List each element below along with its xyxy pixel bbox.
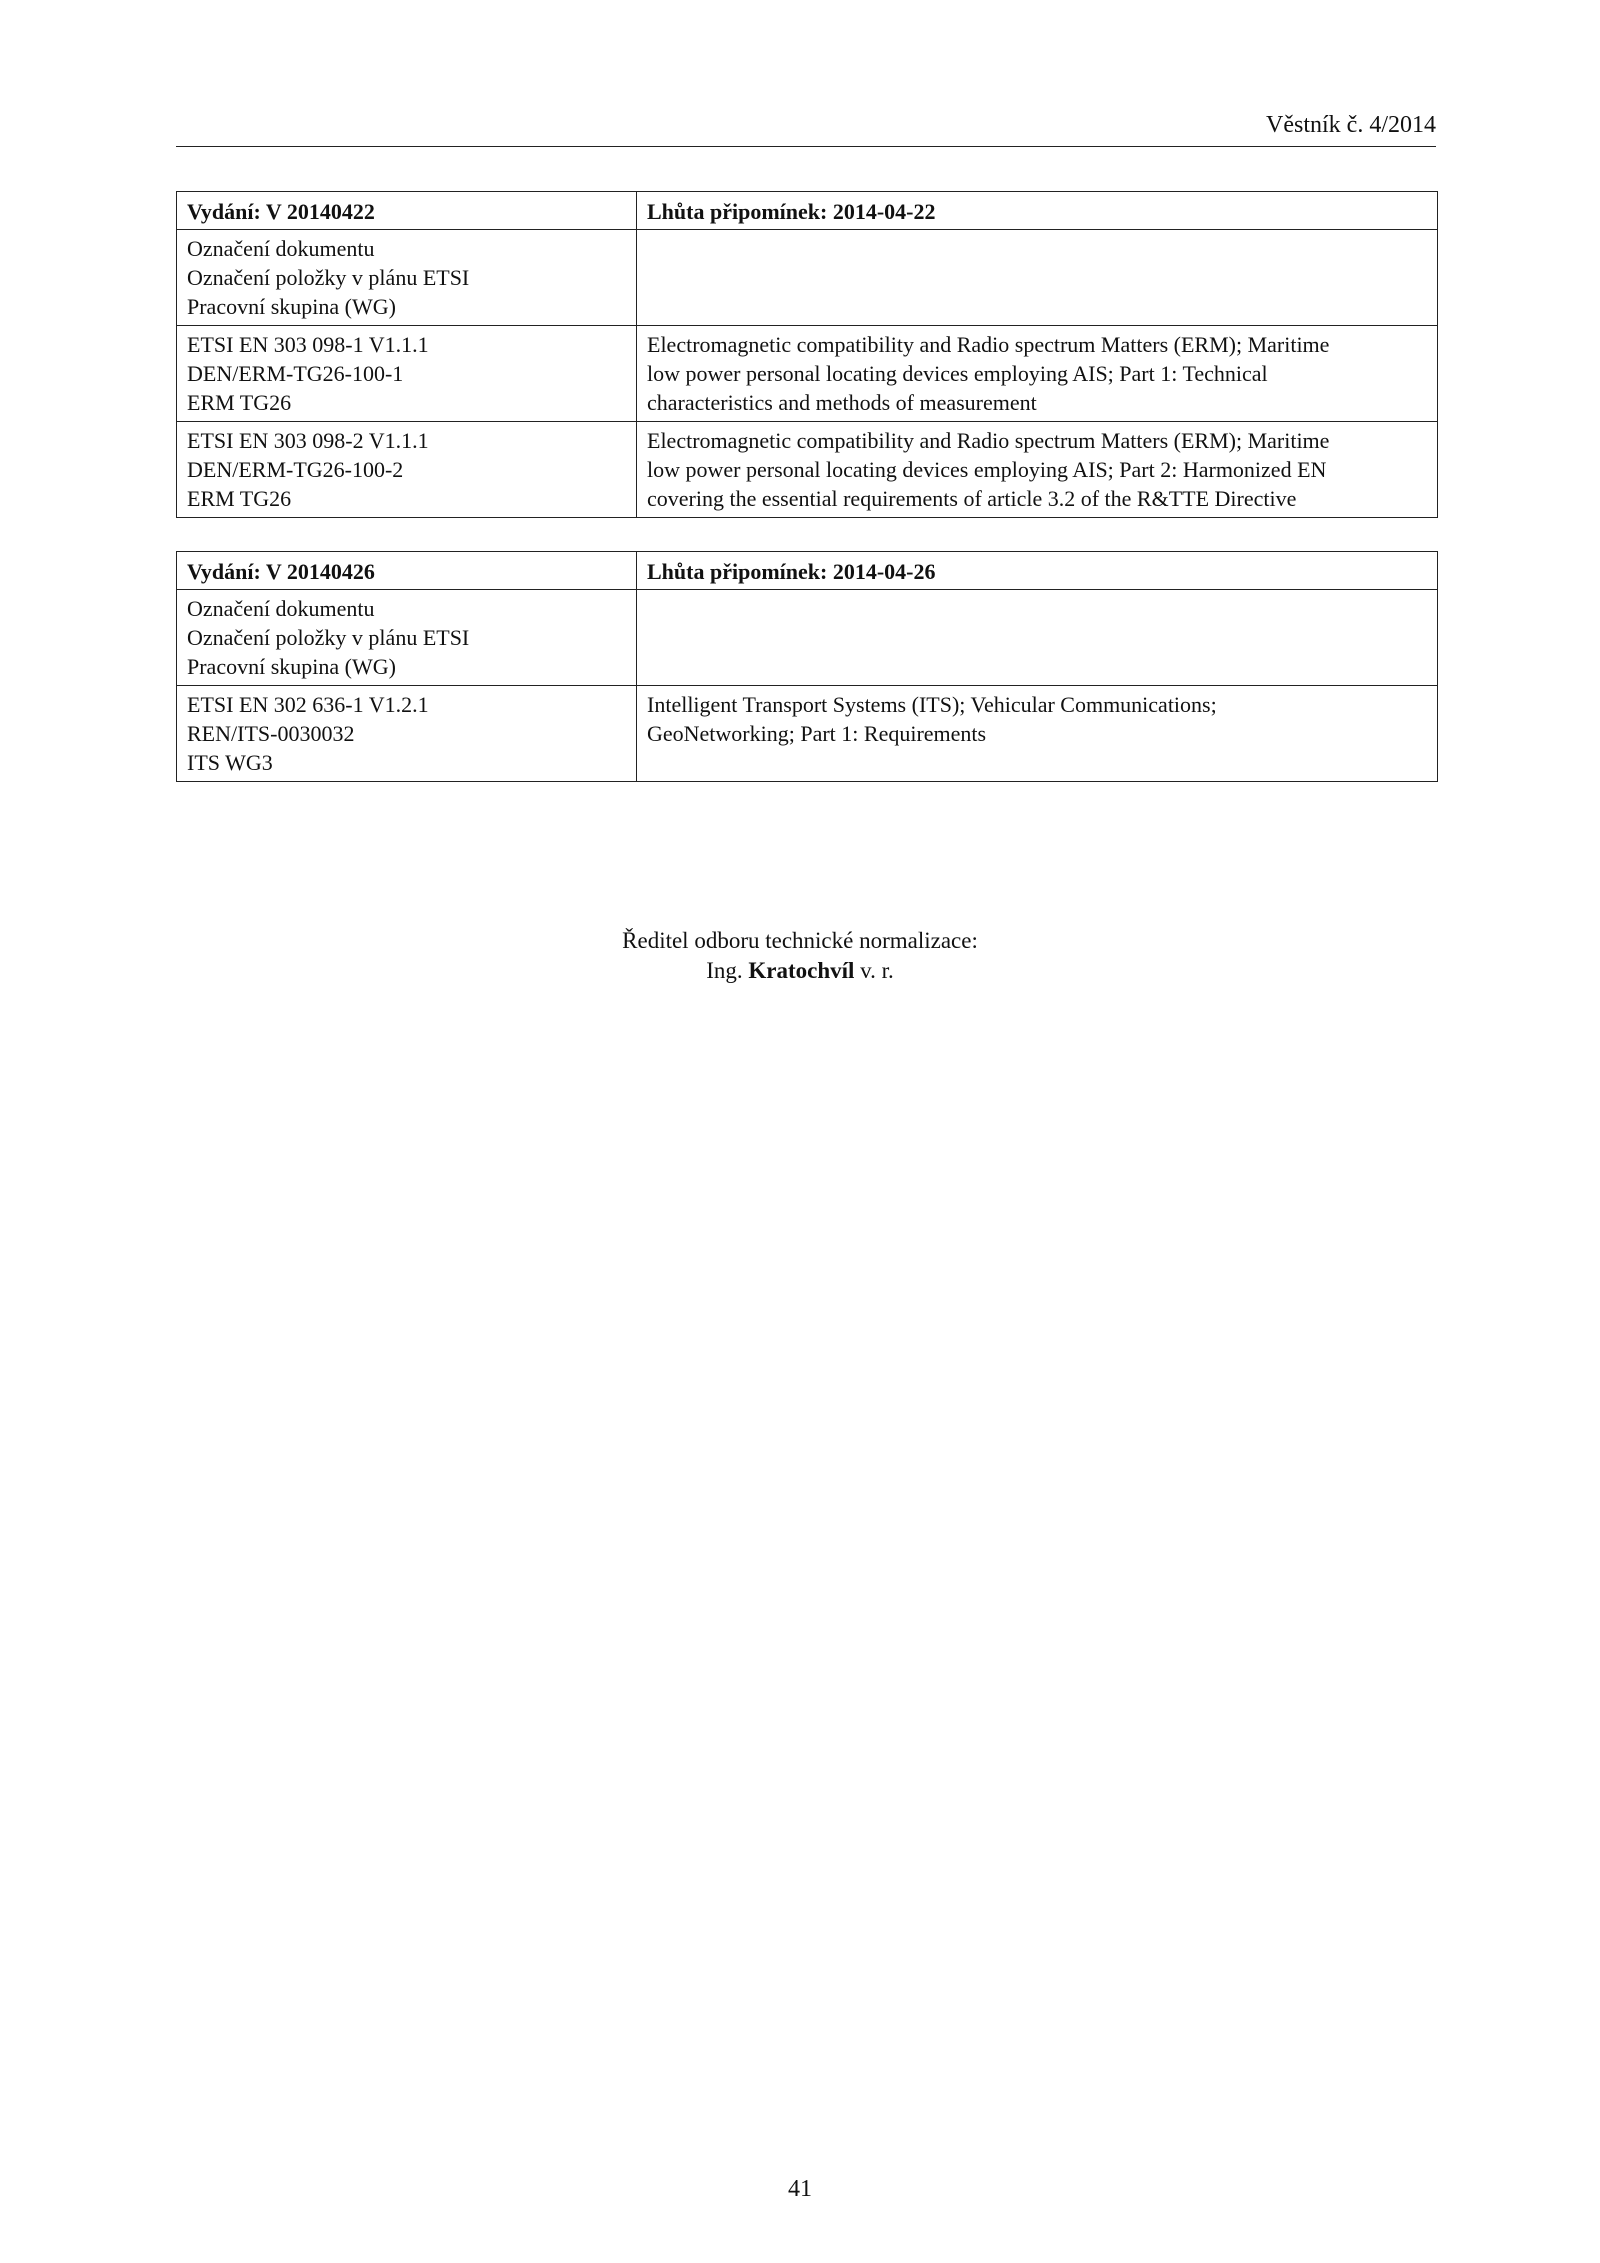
title-line: GeoNetworking; Part 1: Requirements bbox=[647, 721, 987, 746]
table-row bbox=[177, 686, 1438, 782]
label-line: Označení položky v plánu ETSI bbox=[187, 265, 470, 290]
registration-table-1 bbox=[176, 191, 1438, 518]
table-row bbox=[177, 326, 1438, 422]
working-group: ITS WG3 bbox=[187, 750, 273, 775]
title-line: covering the essential requirements of article 3.2 of the R&TTE Directive bbox=[647, 486, 1297, 511]
label-line: Označení položky v plánu ETSI bbox=[187, 625, 470, 650]
document-number: ETSI EN 303 098-1 V1.1.1 bbox=[187, 332, 429, 357]
label-cell bbox=[177, 590, 637, 686]
label-line: Označení dokumentu bbox=[187, 236, 375, 261]
registration-table-2 bbox=[176, 551, 1438, 782]
journal-issue-label: Věstník č. 4/2014 bbox=[1266, 112, 1436, 138]
document-number: ETSI EN 303 098-2 V1.1.1 bbox=[187, 428, 429, 453]
label-line: Pracovní skupina (WG) bbox=[187, 654, 396, 679]
title-line: Electromagnetic compatibility and Radio spectrum Matters (ERM); Maritime bbox=[647, 332, 1330, 357]
signatory-role: Ředitel odboru technické normalizace: bbox=[622, 928, 978, 953]
issue-cell: Vydání: V 20140426 bbox=[177, 552, 637, 590]
empty-cell bbox=[637, 590, 1438, 686]
title-line: Electromagnetic compatibility and Radio spectrum Matters (ERM); Maritime bbox=[647, 428, 1330, 453]
working-group: ERM TG26 bbox=[187, 390, 292, 415]
empty-cell bbox=[637, 230, 1438, 326]
signatory-name: Kratochvíl bbox=[748, 958, 855, 983]
work-item-id: REN/ITS-0030032 bbox=[187, 721, 355, 746]
signature-suffix: v. r. bbox=[860, 958, 894, 983]
document-title-cell bbox=[637, 422, 1438, 518]
page-header bbox=[176, 110, 1436, 147]
document-id-cell bbox=[177, 422, 637, 518]
title-line: low power personal locating devices employing AIS; Part 2: Harmonized EN bbox=[647, 457, 1327, 482]
table-header-row bbox=[177, 192, 1438, 230]
page-number: 41 bbox=[788, 2176, 812, 2202]
label-line: Označení dokumentu bbox=[187, 596, 375, 621]
document-title-cell bbox=[637, 326, 1438, 422]
signatory-title: Ing. bbox=[706, 958, 743, 983]
title-line: characteristics and methods of measurement bbox=[647, 390, 1037, 415]
label-line: Pracovní skupina (WG) bbox=[187, 294, 396, 319]
table-row bbox=[177, 422, 1438, 518]
table-header-row bbox=[177, 552, 1438, 590]
deadline-cell: Lhůta připomínek: 2014-04-26 bbox=[637, 552, 1438, 590]
title-line: Intelligent Transport Systems (ITS); Vehicular Communications; bbox=[647, 692, 1217, 717]
label-row bbox=[177, 230, 1438, 326]
signatory-line bbox=[0, 956, 1600, 986]
label-cell bbox=[177, 230, 637, 326]
deadline-cell: Lhůta připomínek: 2014-04-22 bbox=[637, 192, 1438, 230]
document-title-cell bbox=[637, 686, 1438, 782]
issue-cell: Vydání: V 20140422 bbox=[177, 192, 637, 230]
work-item-id: DEN/ERM-TG26-100-1 bbox=[187, 361, 404, 386]
document-id-cell bbox=[177, 686, 637, 782]
signature-block bbox=[0, 926, 1600, 986]
working-group: ERM TG26 bbox=[187, 486, 292, 511]
document-number: ETSI EN 302 636-1 V1.2.1 bbox=[187, 692, 429, 717]
title-line: low power personal locating devices employing AIS; Part 1: Technical bbox=[647, 361, 1268, 386]
label-row bbox=[177, 590, 1438, 686]
work-item-id: DEN/ERM-TG26-100-2 bbox=[187, 457, 404, 482]
document-id-cell bbox=[177, 326, 637, 422]
